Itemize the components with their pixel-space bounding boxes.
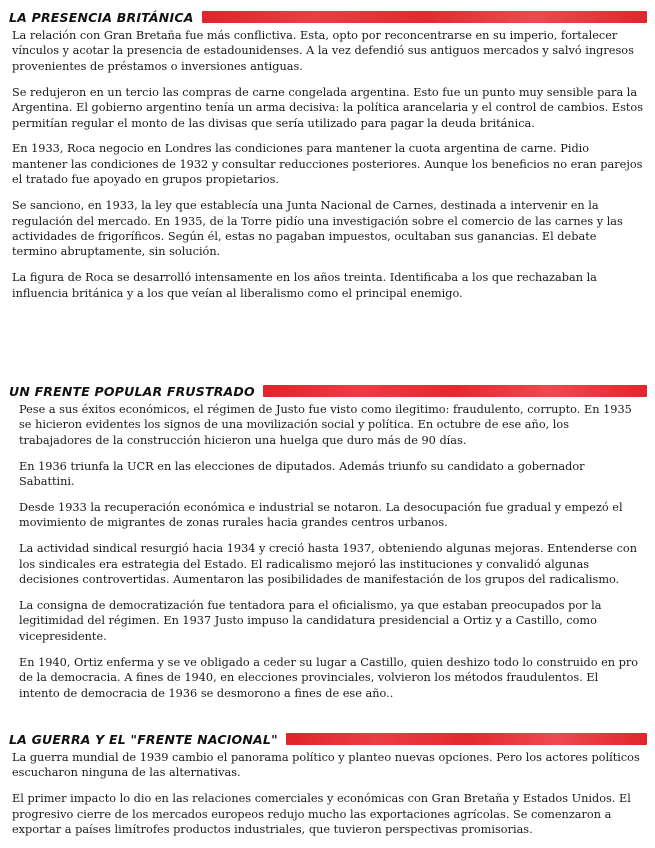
section-title: UN FRENTE POPULAR FRUSTRADO [9,383,255,399]
paragraph: El primer impacto lo dio en las relaciones comerciales y económicas con Gran Bretaña y Estados Unidos. El progresivo cierre de los mercados europeos redujo mucho las exportaciones agrícolas. Se comenzaron a exportar a países limítrofes productos industriales, que tuvieron perspectivas promisorias. [12,792,631,837]
section-title: LA PRESENCIA BRITÁNICA [9,9,194,25]
section-body [0,750,655,838]
red-brush-bar [202,11,647,23]
paragraph: La actividad sindical resurgió hacia 1934 y creció hasta 1937, obteniendo algunas mejoras. Entenderse con los sindicales era estrategia del Estado. El radicalismo mejoró las instituciones y convalidó algunas decisiones controvertidas. Aumentaron las posibilidades de manifestación de los grupos del radicalismo. [19,542,637,587]
section-title: LA GUERRA Y EL "FRENTE NACIONAL" [9,731,278,747]
section-body [0,28,655,301]
section-header [0,6,655,28]
paragraph: La guerra mundial de 1939 cambio el panorama político y planteo nuevas opciones. Pero los actores políticos escucharon ninguna de las alternativas. [12,751,640,780]
paragraph: Se redujeron en un tercio las compras de carne congelada argentina. Esto fue un punto muy sensible para la Argentina. El gobierno argentino tenía un arma decisiva: la política arancelaria y el control de cambios. Estos permitían regular el monto de las divisas que sería utilizado para pagar la deuda británica. [12,85,644,130]
section-body [0,402,655,701]
section-presencia-britanica [0,6,655,312]
red-brush-bar [263,385,647,397]
section-header [0,728,655,750]
paragraph: En 1936 triunfa la UCR en las elecciones de diputados. Además triunfo su candidato a gobernador Sabattini. [19,459,585,489]
red-brush-bar [286,733,647,745]
paragraph: Desde 1933 la recuperación económica e industrial se notaron. La desocupación fue gradual y empezó el movimiento de migrantes de zonas rurales hacia grandes centros urbanos. [19,501,623,530]
section-frente-popular [0,380,655,712]
section-guerra-frente-nacional [0,728,655,848]
section-header [0,380,655,402]
paragraph: En 1940, Ortiz enferma y se ve obligado a ceder su lugar a Castillo, quien deshizo todo lo construido en pro de la democracia. A fines de 1940, en elecciones provinciales, volvieron los métodos fraudulentos. El intento de democracia de 1936 se desmorono a fines de ese año.. [19,655,639,700]
paragraph: Se sanciono, en 1933, la ley que establecía una Junta Nacional de Carnes, destinada a intervenir en la regulación del mercado. En 1935, de la Torre pidío una investigación sobre el comercio de las carnes y las actividades de frigoríficos. Según él, estas no pagaban impuestos, ocultaban sus ganancias. El debate termino abruptamente, sin solución. [12,199,623,259]
paragraph: En 1933, Roca negocio en Londres las condiciones para mantener la cuota argentina de carne. Pidio mantener las condiciones de 1932 y consultar reducciones posteriores. Aunque los beneficios no eran parejos el tratado fue apoyado en grupos propietarios. [12,142,643,187]
paragraph: Pese a sus éxitos económicos, el régimen de Justo fue visto como ilegitimo: fraudulento, corrupto. En 1935 se hicieron evidentes los signos de una movilización social y política. En octubre de ese año, los trabajadores de la construcción hicieron una huelga que duro más de 90 días. [19,403,632,447]
paragraph: La consigna de democratización fue tentadora para el oficialismo, ya que estaban preocupados por la legitimidad del régimen. En 1937 Justo impuso la candidatura presidencial a Ortiz y a Castillo, como vicepresidente. [19,599,602,643]
paragraph: La figura de Roca se desarrolló intensamente en los años treinta. Identificaba a los que rechazaban la influencia británica y a los que veían al liberalismo como el principal enemigo. [12,271,597,300]
paragraph: La relación con Gran Bretaña fue más conflictiva. Esta, opto por reconcentrarse en su imperio, fortalecer vínculos y acotar la presencia de estadounidenses. A la vez defendió sus antiguos mercados y salvó ingresos provenientes de préstamos o inversiones antiguas. [12,29,634,73]
